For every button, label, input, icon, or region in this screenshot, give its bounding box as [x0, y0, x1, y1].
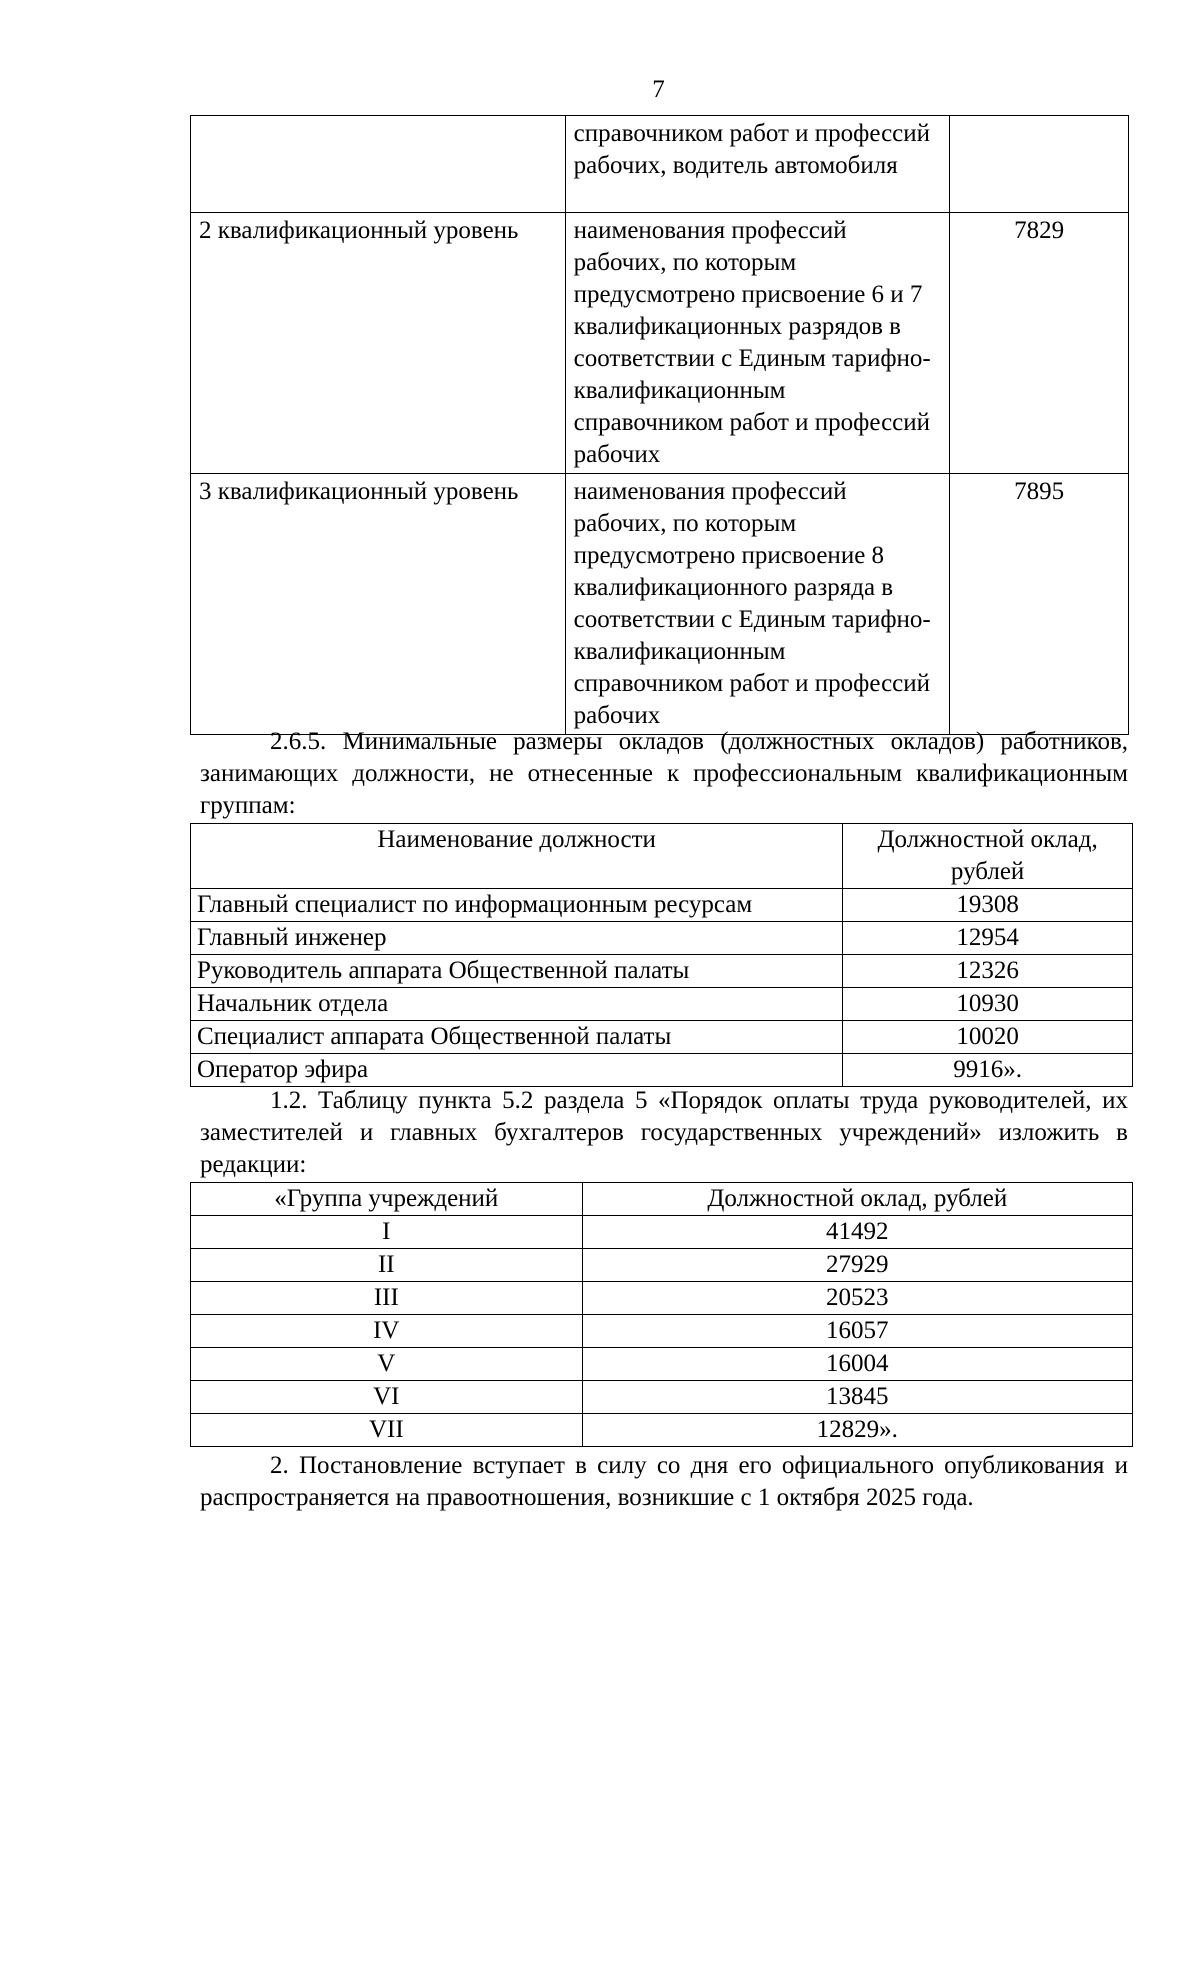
column-header-salary: Должностной оклад, рублей: [843, 824, 1133, 889]
group-cell: I: [191, 1216, 583, 1249]
salary-cell: 7829: [950, 213, 1129, 474]
group-cell: IV: [191, 1315, 583, 1348]
column-header-salary: Должностной оклад, рублей: [582, 1183, 1132, 1216]
table-row: [191, 1315, 1133, 1348]
qualification-levels-table: [190, 115, 1129, 735]
salary-cell: 19308: [843, 889, 1133, 922]
table-row: [191, 1414, 1133, 1447]
table-row: [191, 889, 1133, 922]
group-cell: III: [191, 1282, 583, 1315]
group-cell: II: [191, 1249, 583, 1282]
table-row: [191, 1021, 1133, 1054]
qualification-level-cell: [191, 116, 566, 213]
table-row: [191, 1348, 1133, 1381]
column-header-group: «Группа учреждений: [191, 1183, 583, 1216]
salary-cell: 27929: [582, 1249, 1132, 1282]
table-row: [191, 116, 1129, 213]
position-name-cell: Главный инженер: [191, 922, 843, 955]
table-row: [191, 1282, 1133, 1315]
profession-description-cell: наименования профессий рабочих, по которым предусмотрено присвоение 6 и 7 квалификационных разрядов в соответствии с Единым тарифно-квалификационным справочником работ и профессий рабочих: [565, 213, 950, 474]
salary-cell: 10020: [843, 1021, 1133, 1054]
table-row: [191, 474, 1129, 735]
table-row: [191, 213, 1129, 474]
position-name-cell: Специалист аппарата Общественной палаты: [191, 1021, 843, 1054]
group-cell: VI: [191, 1381, 583, 1414]
position-name-cell: Руководитель аппарата Общественной палаты: [191, 955, 843, 988]
column-header-position: Наименование должности: [191, 824, 843, 889]
table-row: [191, 1249, 1133, 1282]
table-row: [191, 1054, 1133, 1087]
table-row: [191, 1216, 1133, 1249]
profession-description-cell: справочником работ и профессий рабочих, водитель автомобиля: [565, 116, 950, 213]
paragraph-1-2: 1.2. Таблицу пункта 5.2 раздела 5 «Порядок оплаты труда руководителей, их заместителей и главных бухгалтеров государственных учреждений» изложить в редакции:: [200, 1087, 1128, 1178]
page-number: 7: [652, 76, 665, 103]
position-name-cell: Начальник отдела: [191, 988, 843, 1021]
table-row: [191, 988, 1133, 1021]
table-row: [191, 1381, 1133, 1414]
salary-cell: 7895: [950, 474, 1129, 735]
position-name-cell: Главный специалист по информационным ресурсам: [191, 889, 843, 922]
salary-cell: 9916».: [843, 1054, 1133, 1087]
paragraph-2-6-5: 2.6.5. Минимальные размеры окладов (должностных окладов) работников, занимающих должности, не отнесенные к профессиональным квалификационным группам:: [200, 728, 1128, 819]
positions-salary-table: [190, 823, 1133, 1087]
salary-cell: 16057: [582, 1315, 1132, 1348]
qualification-level-cell: 3 квалификационный уровень: [191, 474, 566, 735]
group-cell: V: [191, 1348, 583, 1381]
salary-cell: 10930: [843, 988, 1133, 1021]
group-cell: VII: [191, 1414, 583, 1447]
salary-cell: 16004: [582, 1348, 1132, 1381]
salary-cell: 12954: [843, 922, 1133, 955]
salary-cell: 13845: [582, 1381, 1132, 1414]
institution-groups-table: [190, 1182, 1133, 1447]
salary-cell: 12829».: [582, 1414, 1132, 1447]
salary-cell: [950, 116, 1129, 213]
paragraph-2: 2. Постановление вступает в силу со дня его официального опубликования и распространяется на правоотношения, возникшие с 1 октября 2025 года.: [200, 1452, 1128, 1511]
table-row: [191, 922, 1133, 955]
position-name-cell: Оператор эфира: [191, 1054, 843, 1087]
salary-cell: 12326: [843, 955, 1133, 988]
profession-description-cell: наименования профессий рабочих, по которым предусмотрено присвоение 8 квалификационного разряда в соответствии с Единым тарифно-квалификационным справочником работ и профессий рабочих: [565, 474, 950, 735]
qualification-level-cell: 2 квалификационный уровень: [191, 213, 566, 474]
salary-cell: 41492: [582, 1216, 1132, 1249]
table-header-row: [191, 824, 1133, 889]
table-row: [191, 955, 1133, 988]
table-header-row: [191, 1183, 1133, 1216]
salary-cell: 20523: [582, 1282, 1132, 1315]
